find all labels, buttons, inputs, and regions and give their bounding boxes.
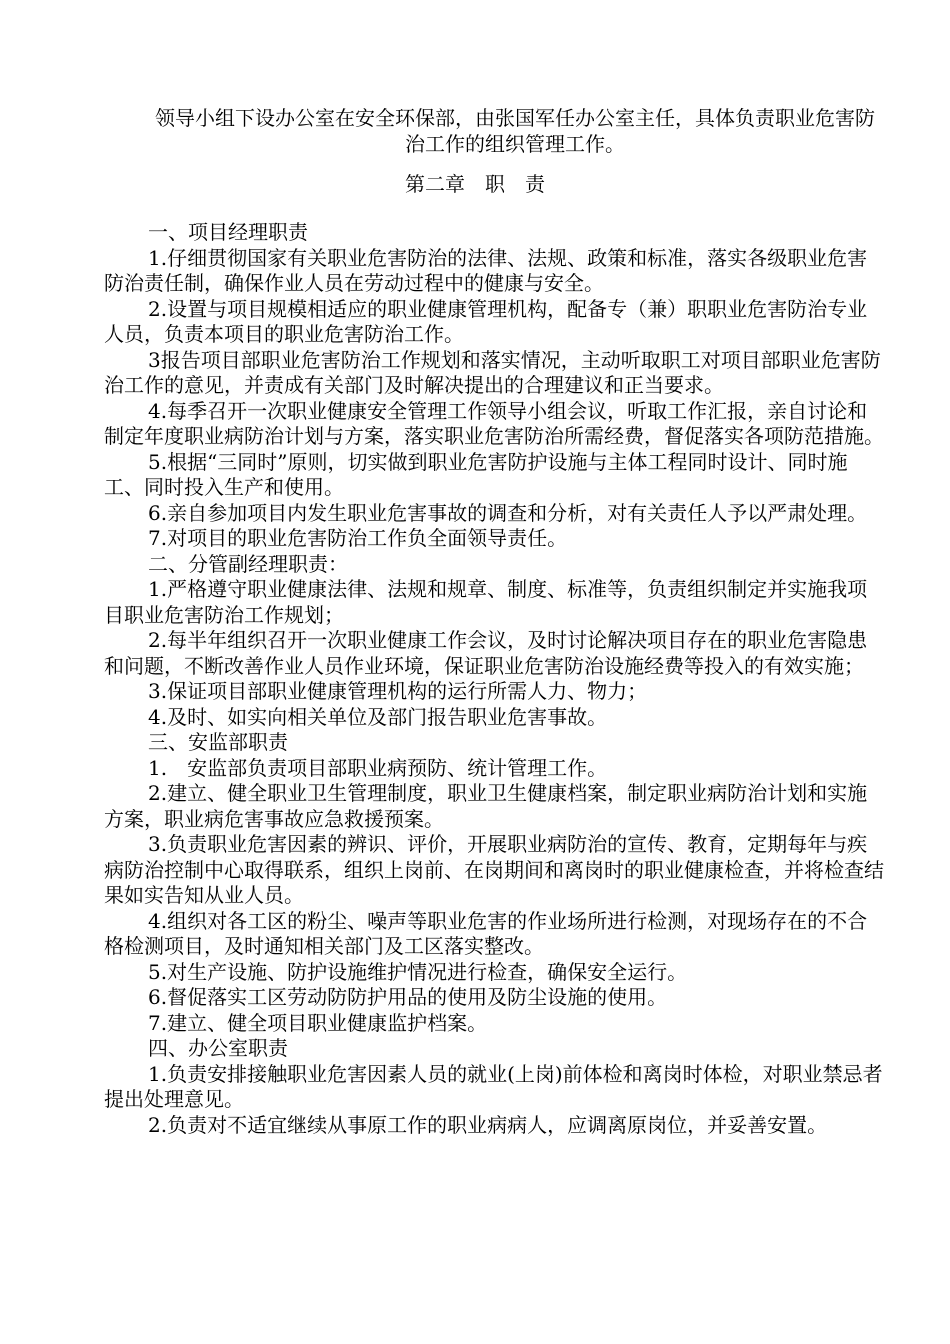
paragraph: 3.保证项目部职业健康管理机构的运行所需人力、物力； xyxy=(148,679,648,703)
paragraph: 4.组织对各工区的粉尘、噪声等职业危害的作业场所进行检测，对现场存在的不合格检测项目，及时通知相关部门及工区落实整改。 xyxy=(104,908,868,958)
intro-paragraph: 领导小组下设办公室在安全环保部，由张国军任办公室主任，具体负责职业危害防治工作的组织管理工作。 xyxy=(155,106,875,156)
paragraph: 2.每半年组织召开一次职业健康工作会议，及时讨论解决项目存在的职业危害隐患和问题，不断改善作业人员作业环境，保证职业危害防治设施经费等投入的有效实施； xyxy=(104,628,868,678)
paragraph: 3报告项目部职业危害防治工作规划和落实情况，主动听取职工对项目部职业危害防治工作的意见，并责成有关部门及时解决提出的合理建议和正当要求。 xyxy=(104,347,881,397)
paragraph: 7.建立、健全项目职业健康监护档案。 xyxy=(148,1010,488,1035)
paragraph: 2.设置与项目规模相适应的职业健康管理机构，配备专（兼）职职业危害防治专业人员，负责本项目的职业危害防治工作。 xyxy=(104,296,868,346)
paragraph: 4.及时、如实向相关单位及部门报告职业危害事故。 xyxy=(148,704,608,729)
section-heading-safety-dept: 三、安监部职责 xyxy=(148,730,288,754)
document-body xyxy=(104,220,884,1138)
paragraph: 2.建立、健全职业卫生管理制度，职业卫生健康档案，制定职业病防治计划和实施方案，职业病危害事故应急救援预案。 xyxy=(104,781,868,831)
chapter-title: 第二章 职 责 xyxy=(405,172,545,196)
paragraph: 4.每季召开一次职业健康安全管理工作领导小组会议，听取工作汇报，亲自讨论和制定年度职业病防治计划与方案，落实职业危害防治所需经费，督促落实各项防范措施。 xyxy=(104,398,884,448)
paragraph: 7.对项目的职业危害防治工作负全面领导责任。 xyxy=(148,526,568,550)
paragraph: 6.亲自参加项目内发生职业危害事故的调查和分析，对有关责任人予以严肃处理。 xyxy=(148,500,868,525)
paragraph: 6.督促落实工区劳动防防护用品的使用及防尘设施的使用。 xyxy=(148,985,668,1009)
section-heading-project-manager: 一、项目经理职责 xyxy=(148,220,308,244)
paragraph: 1. 安监部负责项目部职业病预防、统计管理工作。 xyxy=(148,755,608,780)
paragraph: 1.严格遵守职业健康法律、法规和规章、制度、标准等，负责组织制定并实施我项目职业危害防治工作规划； xyxy=(104,577,868,627)
paragraph: 2.负责对不适宜继续从事原工作的职业病病人，应调离原岗位，并妥善安置。 xyxy=(148,1112,828,1137)
paragraph: 5.对生产设施、防护设施维护情况进行检查，确保安全运行。 xyxy=(148,959,688,984)
paragraph: 3.负责职业危害因素的辨识、评价，开展职业病防治的宣传、教育，定期每年与疾病防治控制中心取得联系，组织上岗前、在岗期间和离岗时的职业健康检查，并将检查结果如实告知从业人员。 xyxy=(104,832,884,907)
section-heading-office: 四、办公室职责 xyxy=(148,1036,288,1060)
section-heading-deputy-manager: 二、分管副经理职责： xyxy=(148,551,348,576)
paragraph: 1.仔细贯彻国家有关职业危害防治的法律、法规、政策和标准，落实各级职业危害防治责任制，确保作业人员在劳动过程中的健康与安全。 xyxy=(104,245,868,295)
paragraph: 5.根据“三同时”原则，切实做到职业危害防护设施与主体工程同时设计、同时施工、同时投入生产和使用。 xyxy=(104,449,848,499)
paragraph: 1.负责安排接触职业危害因素人员的就业(上岗)前体检和离岗时体检，对职业禁忌者提出处理意见。 xyxy=(104,1061,883,1111)
